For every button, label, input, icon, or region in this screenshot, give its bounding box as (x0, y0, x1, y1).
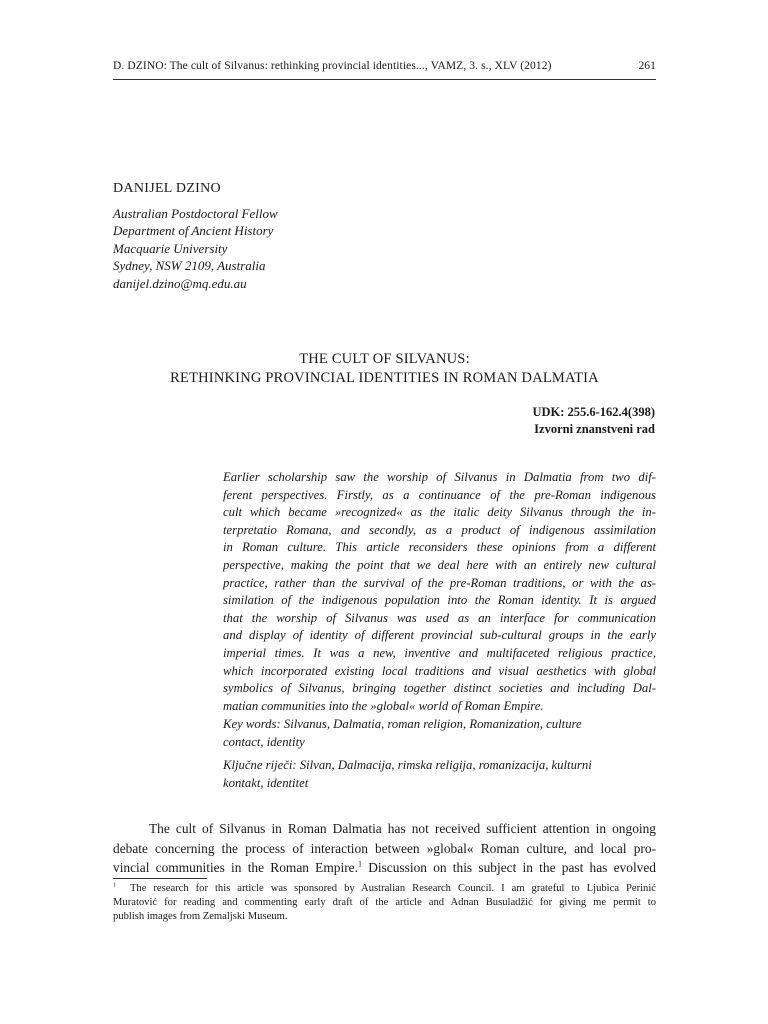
body-line: vincial communities in the Roman Empire. (113, 860, 358, 875)
abstract-line: practice, rather than the survival of the pre-Roman traditions, or with the as- (223, 575, 656, 590)
keywords-english (223, 716, 656, 751)
abstract (223, 469, 656, 715)
affiliation-line: Sydney, NSW 2109, Australia (113, 258, 266, 274)
footnote-line: publish images from Zemaljski Museum. (113, 910, 288, 922)
footnote (113, 882, 656, 923)
abstract-line: in Roman culture. This article reconsiders these opinions from a different (223, 540, 656, 555)
udk-code: UDK: 255.6-162.4(398) (532, 405, 655, 419)
author-email[interactable]: danijel.dzino@mq.edu.au (113, 275, 247, 291)
abstract-line: symbolics of Silvanus, bringing together distinct societies and including Dal- (223, 681, 656, 696)
body-line: debate concerning the process of interaction between »global« Roman culture, and local pro- (113, 840, 656, 856)
article-title (113, 350, 656, 388)
running-header (113, 60, 656, 72)
affiliation-line: Macquarie University (113, 240, 228, 256)
affiliation-line: Department of Ancient History (113, 223, 274, 239)
header-rule (113, 79, 656, 80)
footnote-marker: 1 (113, 881, 117, 889)
keywords-line: Ključne riječi: Silvan, Dalmacija, rimska religija, romanizacija, kulturni (223, 758, 592, 772)
abstract-line: perspective, making the point that we deal here with an entirely new cultural (223, 557, 656, 572)
abstract-line: similation of the indigenous population into the Roman identity. It is argued (223, 593, 656, 608)
author-name: DANIJEL DZINO (113, 181, 221, 196)
running-title: D. DZINO: The cult of Silvanus: rethinking provincial identities..., VAMZ, 3. s., XLV (2012) (113, 60, 552, 72)
abstract-line: cult which became »recognized« as the italic deity Silvanus through the in- (223, 505, 656, 520)
abstract-line: terpretatio Romana, and secondly, as a product of indigenous assimilation (223, 522, 656, 537)
body-line-tail: Discussion on this subject in the past has evolved (361, 860, 656, 875)
footnote-rule (113, 878, 207, 879)
title-line-2: RETHINKING PROVINCIAL IDENTITIES IN ROMAN DALMATIA (170, 370, 599, 386)
footnote-line-1 (113, 882, 656, 896)
body-paragraph (113, 819, 656, 878)
page-number: 261 (638, 60, 656, 72)
footnote-line: Muratović for reading and commenting early draft of the article and Adnan Busuladžić for giving me permit to (113, 896, 656, 908)
abstract-line: and display of identity of different provincial sub-cultural groups in the early (223, 628, 656, 643)
classification (532, 404, 655, 438)
body-line-3 (113, 858, 656, 878)
abstract-line: that the worship of Silvanus was used as an interface for communication (223, 610, 656, 625)
title-line-1: THE CULT OF SILVANUS: (299, 351, 470, 367)
author-affiliation (113, 205, 278, 292)
keywords-line: contact, identity (223, 734, 305, 749)
keywords-line: kontakt, identitet (223, 775, 309, 790)
footnote-reference[interactable]: 1 (357, 859, 362, 869)
keywords-line: Key words: Silvanus, Dalmatia, roman religion, Romanization, culture (223, 717, 582, 731)
body-line: The cult of Silvanus in Roman Dalmatia has not received sufficient attention in ongoing (149, 821, 656, 836)
keywords-croatian (223, 757, 656, 792)
abstract-line: which incorporated existing local traditions and visual aesthetics with global (223, 663, 656, 678)
article-type: Izvorni znanstveni rad (534, 422, 655, 436)
affiliation-line: Australian Postdoctoral Fellow (113, 206, 278, 221)
footnote-line: The research for this article was sponsored by Australian Research Council. I am grateful to Ljubica Perinić (129, 883, 656, 894)
abstract-line: imperial times. It was a new, inventive and multifaceted religious practice, (223, 645, 656, 660)
abstract-line: ferent perspectives. Firstly, as a continuance of the pre-Roman indigenous (223, 487, 656, 502)
abstract-line: Earlier scholarship saw the worship of Silvanus in Dalmatia from two dif- (223, 470, 656, 484)
abstract-line: matian communities into the »global« world of Roman Empire. (223, 698, 544, 713)
